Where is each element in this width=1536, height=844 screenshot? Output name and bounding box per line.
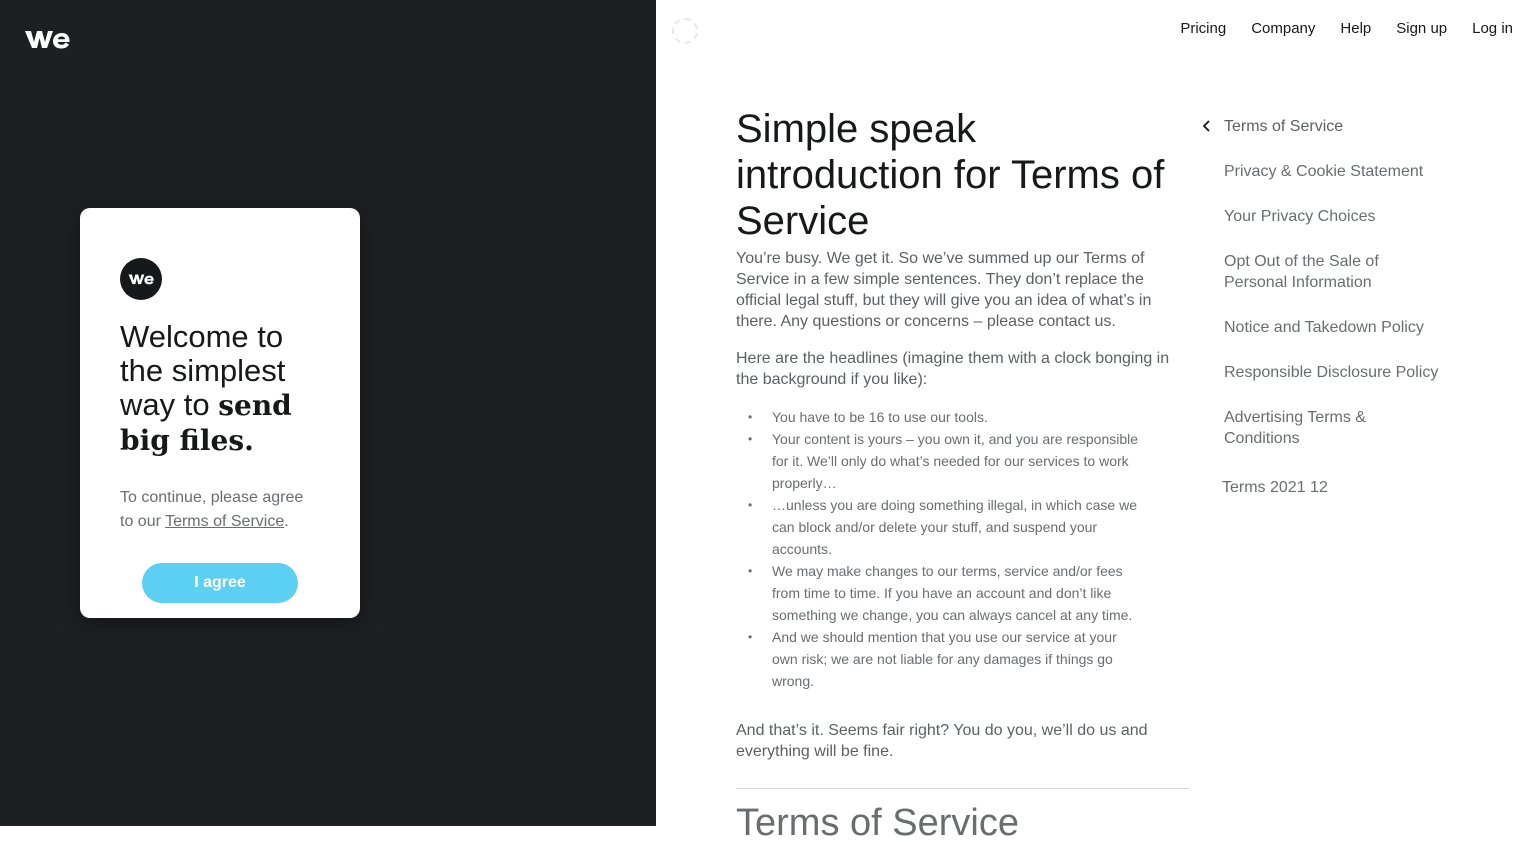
terms-content [736, 106, 1189, 843]
modal-heading-bold: send big files. [120, 389, 292, 457]
nav-sign-up[interactable]: Sign up [1396, 20, 1448, 37]
sidebar-item-privacy-cookie[interactable]: Privacy & Cookie Statement [1224, 163, 1424, 180]
sidebar-item-label: Terms of Service [1224, 118, 1344, 135]
nav-pricing[interactable]: Pricing [1180, 20, 1227, 37]
headline-list [736, 406, 1189, 692]
consent-text-after: . [284, 513, 289, 530]
we-logo-icon [24, 26, 70, 52]
list-item: • Your content is yours – you own it, and you are responsible for it. We’ll only do what’s needed for our services to work properly… [772, 428, 1144, 494]
intro-paragraph: You’re busy. We get it. So we’ve summed up our Terms of Service in a few simple sentences. They don’t replace the official legal stuff, but they will give you an idea of what’s in there. Any questions or concerns – please contact us. [736, 250, 1152, 330]
sidebar-item-opt-out[interactable]: Opt Out of the Sale of Personal Information [1224, 253, 1379, 291]
wetransfer-logo[interactable] [24, 26, 70, 52]
we-badge-icon [120, 258, 162, 300]
agree-button[interactable]: I agree [142, 563, 298, 603]
loading-spinner-icon [672, 18, 698, 44]
sidebar-item-privacy-choices[interactable]: Your Privacy Choices [1224, 208, 1376, 225]
modal-consent-text [120, 486, 320, 534]
sidebar-item-notice-takedown[interactable]: Notice and Takedown Policy [1224, 319, 1424, 336]
terms-of-service-link[interactable]: Terms of Service [165, 513, 285, 530]
left-panel [0, 0, 656, 826]
chevron-left-icon [1202, 120, 1212, 132]
outro-paragraph: And that’s it. Seems fair right? You do you, we’ll do us and everything will be fine. [736, 722, 1148, 760]
section-title: Terms of Service [736, 802, 1019, 844]
modal-heading-plain: Welcome to the simplest way to [120, 319, 286, 422]
legal-sidebar [1202, 116, 1442, 497]
page-title: Simple speak introduction for Terms of Service [736, 107, 1165, 243]
sidebar-item-responsible-disclosure[interactable]: Responsible Disclosure Policy [1224, 364, 1439, 381]
consent-text-before: To continue, please agree to our [120, 489, 304, 530]
list-item: • …unless you are doing something illegal, in which case we can block and/or delete your stuff, and suspend your accounts. [772, 494, 1144, 560]
sidebar-item-terms-of-service[interactable] [1224, 116, 1442, 137]
sidebar-item-advertising-terms[interactable]: Advertising Terms & Conditions [1224, 409, 1366, 447]
welcome-modal [80, 208, 360, 618]
list-item: • You have to be 16 to use our tools. [772, 406, 1144, 428]
list-item: • We may make changes to our terms, service and/or fees from time to time. If you have an account and don’t like something we change, you can always cancel at any time. [772, 560, 1144, 626]
headlines-intro: Here are the headlines (imagine them with a clock bonging in the background if you like): [736, 350, 1170, 388]
modal-heading [120, 320, 330, 458]
nav-company[interactable]: Company [1251, 20, 1316, 37]
list-item: • And we should mention that you use our service at your own risk; we are not liable for any damages if things go wrong. [772, 626, 1144, 692]
top-navigation [1155, 20, 1513, 38]
nav-help[interactable]: Help [1340, 20, 1372, 37]
nav-log-in[interactable]: Log in [1472, 20, 1513, 37]
terms-version-link[interactable]: Terms 2021 12 [1222, 479, 1328, 496]
section-divider [736, 788, 1189, 789]
